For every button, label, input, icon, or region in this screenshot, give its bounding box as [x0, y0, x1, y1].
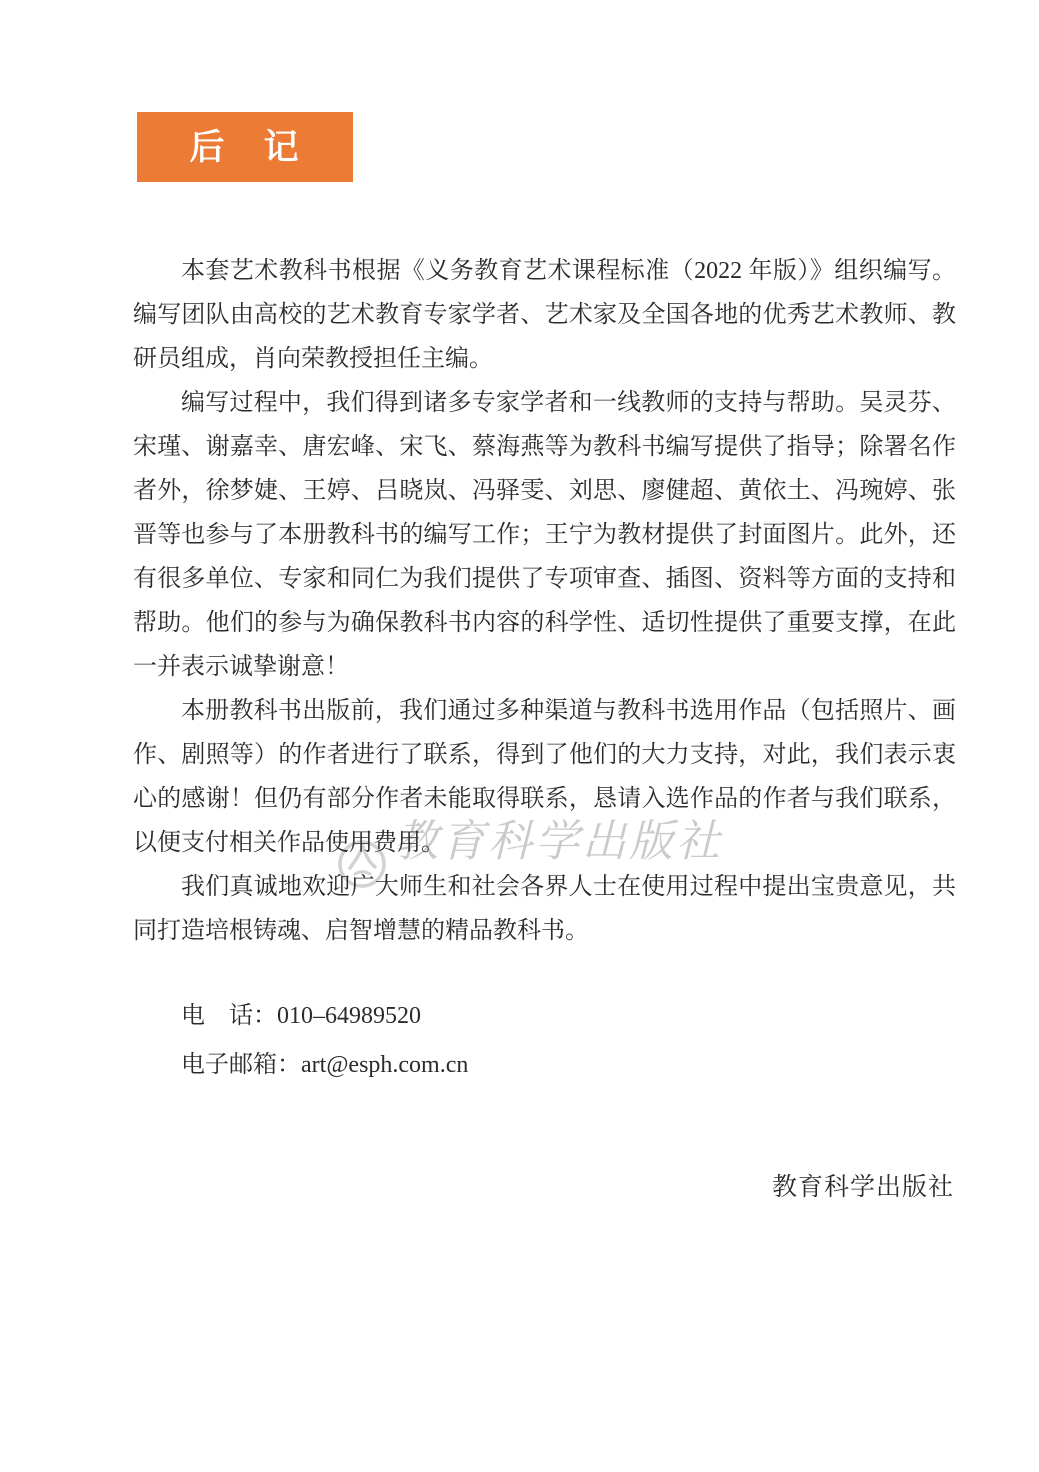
- section-title: 后 记: [189, 127, 301, 167]
- phone-label: 电 话：: [181, 1003, 277, 1029]
- phone-number: 010–64989520: [277, 1003, 421, 1029]
- paragraph-acknowledgements: 编写过程中，我们得到诸多专家学者和一线教师的支持与帮助。吴灵芬、宋瑾、谢嘉幸、唐宏峰、宋飞、蔡海燕等为教科书编写提供了指导；除署名作者外，徐梦婕、王婷、吕晓岚、冯驿雯、刘思、廖健超、黄依土、冯琬婷、张晋等也参与了本册教科书的编写工作；王宁为教材提供了封面图片。此外，还有很多单位、专家和同仁为我们提供了专项审查、插图、资料等方面的支持和帮助。他们的参与为确保教科书内容的科学性、适切性提供了重要支撑，在此一并表示诚挚谢意！: [133, 390, 956, 680]
- paragraph-feedback-invitation: 我们真诚地欢迎广大师生和社会各界人士在使用过程中提出宝贵意见，共同打造培根铸魂、启智增慧的精品教科书。: [133, 874, 956, 944]
- email-label: 电子邮箱：: [181, 1052, 301, 1078]
- phone-line: [181, 992, 468, 1041]
- paragraph-copyright-contact: 本册教科书出版前，我们通过多种渠道与教科书选用作品（包括照片、画作、剧照等）的作者进行了联系，得到了他们的大力支持，对此，我们表示衷心的感谢！但仍有部分作者未能取得联系，恳请入选作品的作者与我们联系，以便支付相关作品使用费用。: [133, 698, 956, 856]
- watermark-text: 教育科学出版社: [394, 817, 723, 866]
- email-line: [181, 1041, 468, 1090]
- contact-info: [181, 992, 468, 1090]
- section-title-banner: [137, 112, 353, 182]
- email-address: art@esph.com.cn: [301, 1052, 469, 1078]
- paragraph-standard-basis: 本套艺术教科书根据《义务教育艺术课程标准（2022 年版）》组织编写。编写团队由高校的艺术教育专家学者、艺术家及全国各地的优秀艺术教师、教研员组成，肖向荣教授担任主编。: [133, 258, 956, 372]
- publisher-name: 教育科学出版社: [771, 1174, 954, 1201]
- afterword-body: [133, 249, 956, 953]
